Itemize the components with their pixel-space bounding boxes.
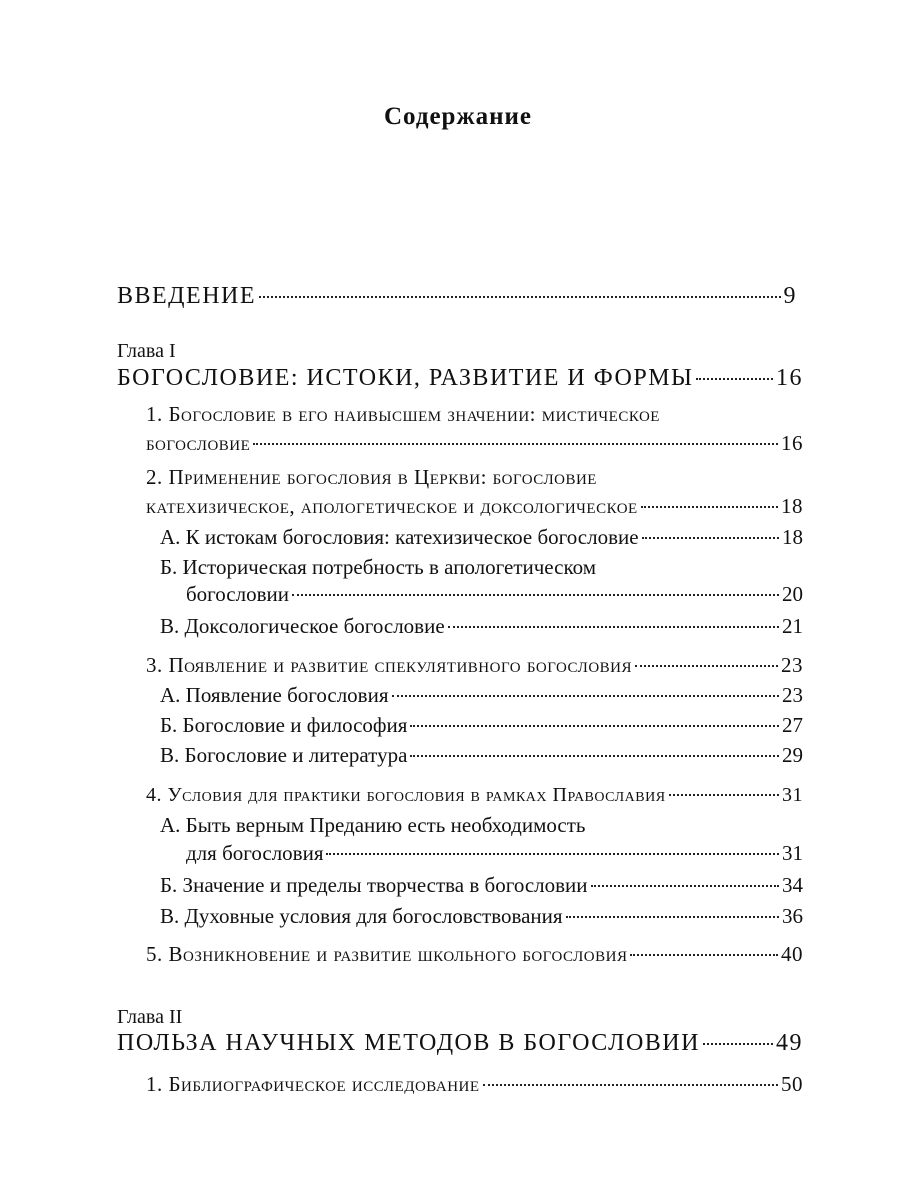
toc-page-number: 16 [781, 431, 803, 455]
toc-leader-dots [410, 755, 779, 757]
chapter-2-title: ПОЛЬЗА НАУЧНЫХ МЕТОДОВ В БОГОСЛОВИИ [117, 1030, 700, 1056]
toc-leader-dots [292, 594, 779, 596]
toc-entry-label: Б. Богословие и философия [160, 713, 408, 737]
toc-page-number: 27 [782, 713, 803, 737]
toc-page-number: 20 [782, 582, 803, 606]
toc-entry-label: 5. Возникновение и развитие школьного богословия [146, 942, 628, 966]
toc-leader-dots [566, 916, 779, 918]
toc-entry-label: А. Появление богословия [160, 683, 389, 707]
toc-page-number: 31 [782, 784, 803, 806]
toc-entry-chapter-2[interactable] [117, 1029, 803, 1057]
toc-leader-dots [635, 665, 778, 667]
toc-leader-dots [448, 626, 779, 628]
toc-entry-label: богословие [146, 431, 251, 455]
toc-leader-dots [591, 885, 779, 887]
toc-entry-1-2-b-line1[interactable]: Б. Историческая потребность в апологетическом [160, 555, 596, 579]
toc-entry-label: В. Доксологическое богословие [160, 614, 445, 638]
toc-leader-dots [259, 296, 780, 298]
toc-leader-dots [703, 1043, 773, 1045]
toc-entry-1-3-v[interactable] [160, 741, 803, 769]
toc-page-number: 23 [782, 683, 803, 707]
toc-entry-1-4-a-line1[interactable]: А. Быть верным Преданию есть необходимость [160, 813, 586, 837]
toc-entry-1-3-b[interactable] [160, 711, 803, 739]
toc-entry-introduction[interactable] [117, 282, 797, 310]
toc-page-number: 36 [782, 904, 803, 928]
toc-entry-1-2-b[interactable] [186, 580, 803, 608]
toc-entry-1-2-v[interactable] [160, 612, 803, 640]
toc-page-number: 21 [782, 614, 803, 638]
toc-page-number: 34 [782, 873, 803, 897]
toc-page-number: 18 [782, 525, 803, 549]
toc-entry-chapter-1[interactable] [117, 364, 803, 392]
toc-leader-dots [253, 443, 778, 445]
toc-entry-2-1[interactable] [146, 1070, 803, 1098]
toc-entry-1-2[interactable] [146, 492, 803, 520]
toc-leader-dots [410, 725, 779, 727]
toc-entry-1-4[interactable] [146, 781, 803, 809]
toc-entry-1-3[interactable] [146, 651, 803, 679]
toc-leader-dots [669, 794, 779, 796]
toc-page-number: 31 [782, 841, 803, 865]
toc-page-number: 23 [781, 653, 803, 677]
toc-leader-dots [630, 954, 778, 956]
toc-entry-label: А. К истокам богословия: катехизическое богословие [160, 525, 639, 549]
toc-entry-label: для богословия [186, 841, 324, 865]
toc-leader-dots [392, 695, 780, 697]
toc-leader-dots [641, 506, 778, 508]
toc-entry-1-2-a[interactable] [160, 523, 803, 551]
chapter-2-label: Глава II [117, 1006, 183, 1028]
toc-entry-label: Б. Значение и пределы творчества в богословии [160, 873, 588, 897]
toc-entry-1-4-b[interactable] [160, 871, 803, 899]
toc-leader-dots [696, 378, 773, 380]
toc-page-number: 29 [782, 743, 803, 767]
toc-page-number: 16 [776, 365, 803, 391]
toc-entry-label: богословии [186, 582, 289, 606]
toc-leader-dots [483, 1084, 778, 1086]
toc-entry-label: ВВЕДЕНИЕ [117, 283, 257, 309]
toc-entry-1-1[interactable] [146, 429, 803, 457]
toc-leader-dots [326, 853, 779, 855]
chapter-1-title: БОГОСЛОВИЕ: ИСТОКИ, РАЗВИТИЕ И ФОРМЫ [117, 365, 694, 391]
toc-entry-label: 3. Появление и развитие спекулятивного богословия [146, 653, 632, 677]
toc-page-number: 49 [776, 1030, 803, 1056]
toc-entry-1-5[interactable] [146, 940, 803, 968]
toc-entry-label: 4. Условия для практики богословия в рамках Православия [146, 784, 666, 806]
toc-page-number: 50 [781, 1072, 803, 1096]
toc-entry-label: 1. Библиографическое исследование [146, 1072, 480, 1096]
toc-entry-1-4-a[interactable] [186, 839, 803, 867]
toc-leader-dots [642, 537, 779, 539]
toc-page-number: 9 [783, 283, 797, 309]
toc-entry-label: В. Духовные условия для богословствования [160, 904, 563, 928]
toc-page-number: 40 [781, 942, 803, 966]
toc-entry-label: В. Богословие и литература [160, 743, 408, 767]
page-title: Содержание [383, 103, 532, 130]
toc-entry-1-1-line1[interactable]: 1. Богословие в его наивысшем значении: мистическое [146, 402, 660, 426]
toc-entry-1-4-v[interactable] [160, 902, 803, 930]
toc-entry-1-2-line1[interactable]: 2. Применение богословия в Церкви: богословие [146, 465, 597, 489]
toc-page-number: 18 [781, 494, 803, 518]
toc-entry-label: катехизическое, апологетическое и доксологическое [146, 494, 638, 518]
toc-entry-1-3-a[interactable] [160, 681, 803, 709]
chapter-1-label: Глава I [117, 340, 176, 362]
